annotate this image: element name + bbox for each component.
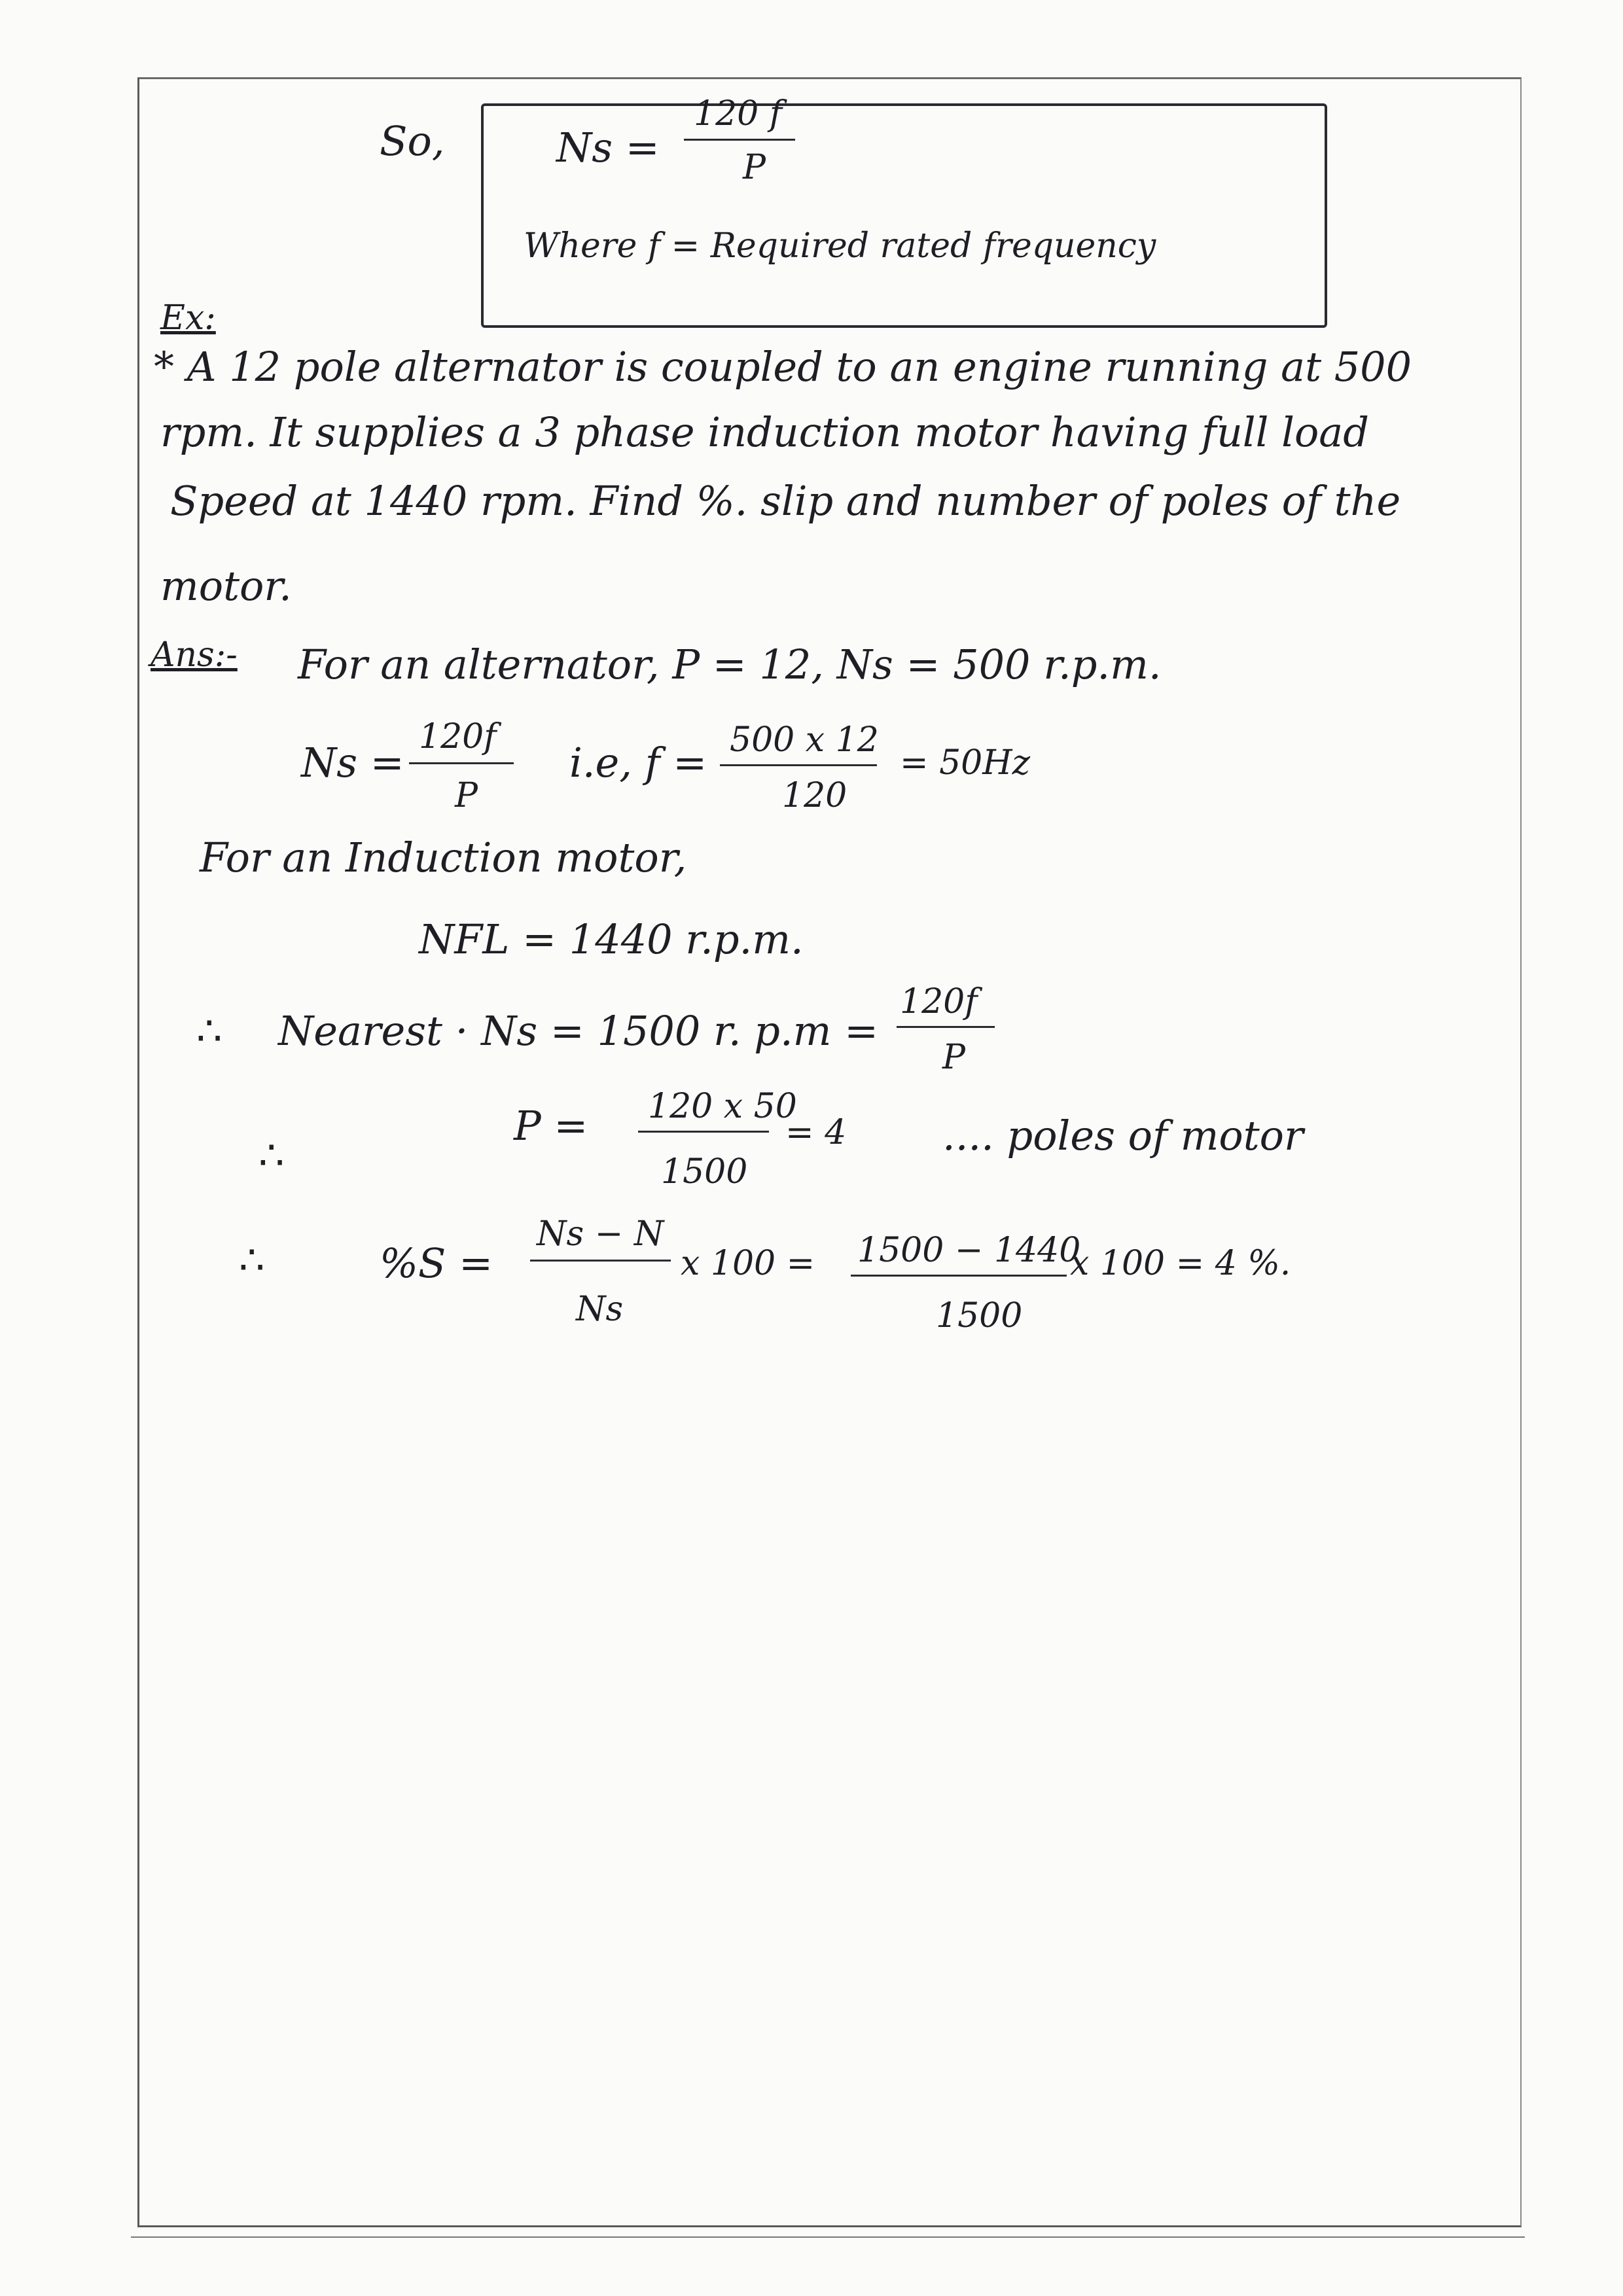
poles-numerator: 120 x 50 — [648, 1087, 797, 1126]
slip-fraction-line-2 — [851, 1275, 1067, 1277]
answer-line-1: For an alternator, P = 12, Ns = 500 r.p.m. — [298, 641, 1162, 688]
nearest-numerator: 120f — [900, 982, 978, 1021]
eq1-numerator-2: 500 x 12 — [730, 720, 879, 760]
slip-lhs: %S = — [380, 1239, 493, 1287]
therefore-symbol: ∴ — [239, 1236, 265, 1284]
formula-denominator: P — [743, 148, 766, 187]
nearest-text: Nearest · Ns = 1500 r. p.m = — [278, 1007, 879, 1055]
answer-line-2: For an Induction motor, — [200, 834, 687, 881]
poles-lhs: P = — [514, 1102, 588, 1150]
nearest-denominator: P — [942, 1038, 965, 1077]
slip-denominator-2: 1500 — [936, 1296, 1023, 1335]
eq1-lhs: Ns = — [301, 739, 404, 786]
poles-result: = 4 — [785, 1113, 847, 1152]
eq1-fraction-line — [409, 762, 514, 764]
bottom-rule — [131, 2236, 1525, 2238]
slip-numerator: Ns − N — [537, 1214, 664, 1254]
example-line-4: motor. — [160, 562, 292, 610]
formula-where: Where f = Required rated frequency — [524, 226, 1156, 266]
poles-fraction-line — [638, 1131, 769, 1133]
poles-note: .... poles of motor — [942, 1112, 1304, 1159]
example-line-1: * A 12 pole alternator is coupled to an engine running at 500 — [154, 343, 1412, 391]
formula-numerator: 120 f — [694, 94, 783, 133]
nfl-line: NFL = 1440 r.p.m. — [419, 915, 804, 963]
so-label: So, — [380, 117, 445, 165]
example-line-3: Speed at 1440 rpm. Find %. slip and number of poles of the — [170, 477, 1401, 525]
therefore-symbol: ∴ — [259, 1131, 285, 1179]
eq1-fraction-line-2 — [720, 764, 877, 766]
eq1-denominator: P — [455, 776, 478, 815]
eq1-numerator: 120f — [419, 717, 497, 756]
poles-denominator: 1500 — [661, 1152, 748, 1192]
example-line-2: rpm. It supplies a 3 phase induction motor having full load — [160, 408, 1369, 456]
page-border — [137, 77, 1522, 2227]
slip-denominator: Ns — [576, 1290, 624, 1329]
example-label: Ex: — [160, 298, 216, 338]
therefore-symbol: ∴ — [196, 1007, 223, 1055]
answer-label: Ans:- — [151, 635, 238, 675]
slip-result: x 100 = 4 %. — [1070, 1244, 1291, 1283]
eq1-denominator-2: 120 — [782, 776, 847, 815]
formula-lhs: Ns = — [556, 124, 660, 171]
slip-numerator-2: 1500 − 1440 — [857, 1231, 1081, 1270]
formula-fraction-line — [684, 139, 795, 141]
eq1-mid: i.e, f = — [569, 739, 707, 786]
slip-mid: x 100 = — [681, 1244, 815, 1283]
slip-fraction-line — [530, 1260, 671, 1262]
nearest-fraction-line — [897, 1026, 995, 1028]
eq1-result: = 50Hz — [900, 743, 1031, 783]
